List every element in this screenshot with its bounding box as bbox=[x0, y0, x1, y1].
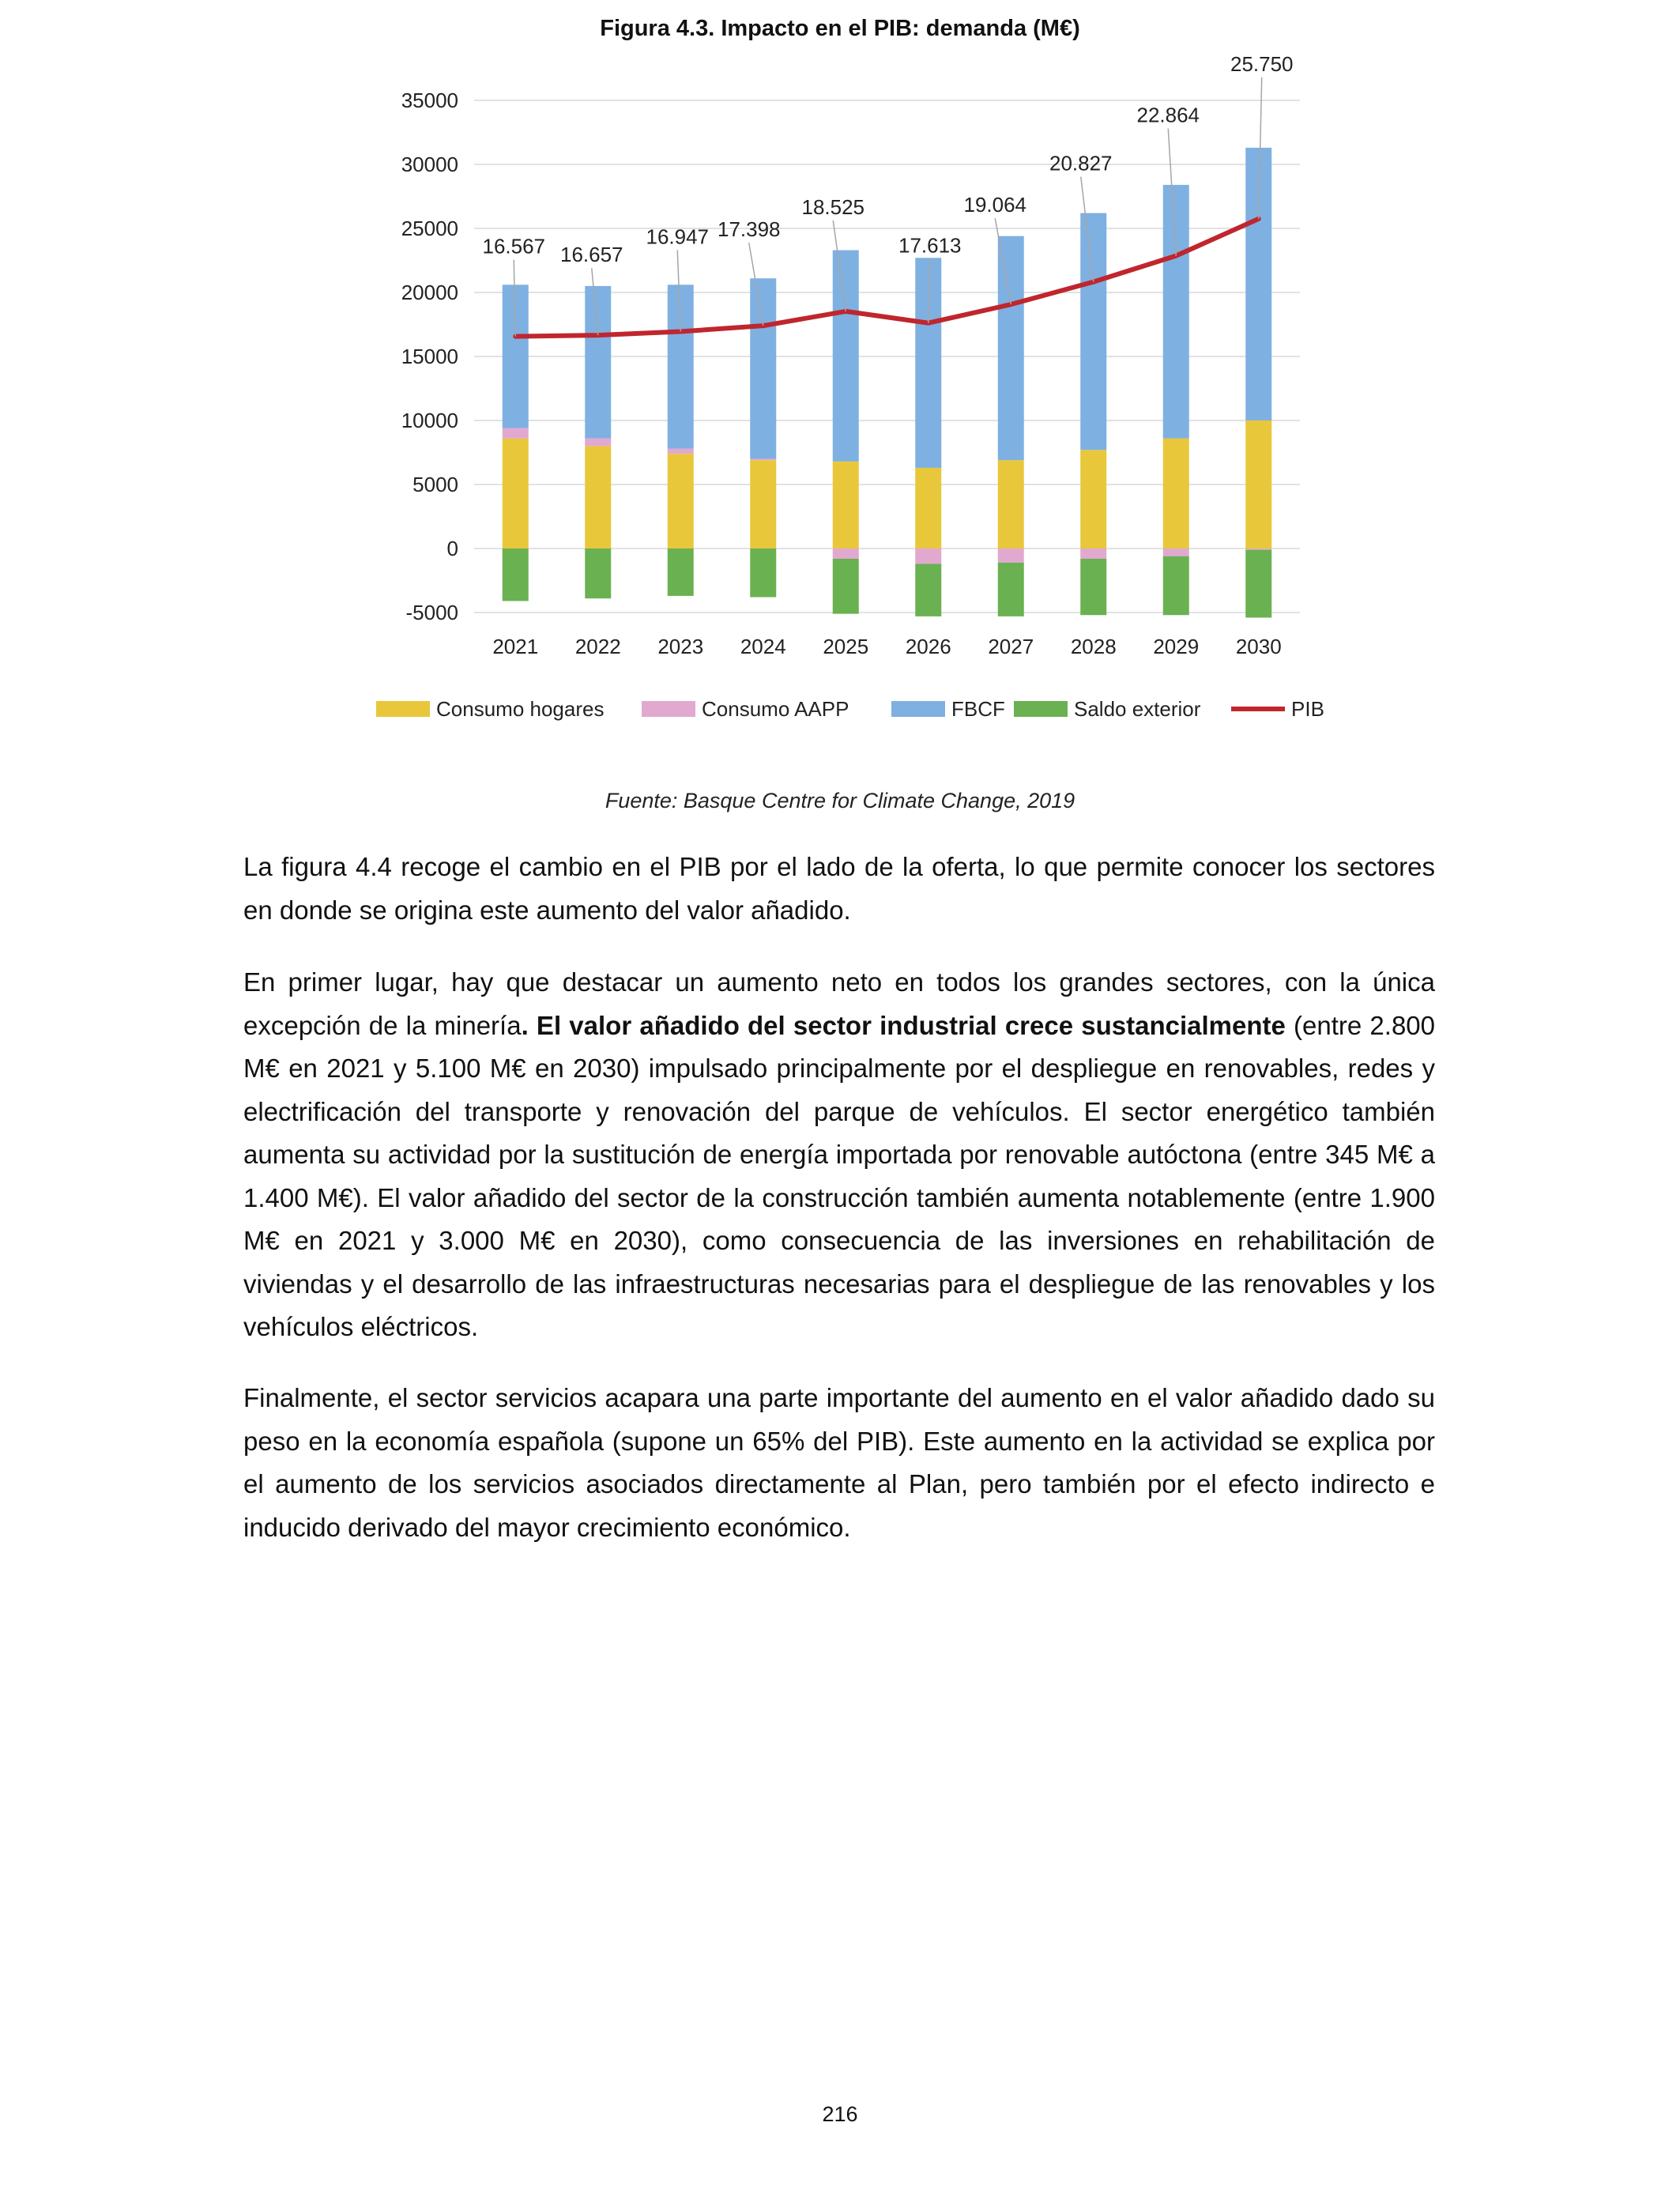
x-tick-label: 2021 bbox=[492, 635, 539, 658]
paragraph-2-part-b: (entre 2.800 M€ en 2021 y 5.100 M€ en 2030) impulsado principalmente por el despliegue en renovables, redes y electrificación del transporte y renovación del parque de vehículos. El sector energético también aumenta su actividad por la sustitución de energía importada por renovable autóctona (entre 345 M€ a 1.400 M€). El valor añadido del sector de la construcción también aumenta notablemente (entre 1.900 M€ en 2021 y 3.000 M€ en 2030), como consecuencia de las inversiones en rehabilitación de viviendas y el desarrollo de las infraestructuras necesarias para el despliegue de las renovables y los vehículos eléctricos. bbox=[243, 1010, 1436, 1341]
bar-saldo-exterior bbox=[750, 548, 776, 598]
bar-fbcf bbox=[1080, 213, 1106, 450]
x-tick-label: 2022 bbox=[574, 635, 621, 658]
bar-consumo-hogares bbox=[668, 454, 694, 548]
bar-saldo-exterior bbox=[998, 563, 1024, 616]
bar-consumo-aapp bbox=[668, 449, 694, 454]
y-tick-label: 5000 bbox=[412, 473, 458, 496]
paragraph-3: Finalmente, el sector servicios acapara una parte importante del aumento en el valor añadido dado su peso en la economía española (supone un 65% del PIB). Este aumento en la actividad se explica por el aumento de los servicios asociados directamente al Plan, pero también por el efecto indirecto e inducido derivado del mayor crecimiento económico. bbox=[243, 1383, 1435, 1542]
bar-consumo-hogares bbox=[998, 460, 1024, 548]
bar-consumo-aapp bbox=[585, 439, 611, 447]
data-label: 18.525 bbox=[801, 194, 865, 219]
paragraph-2-part-a: En primer lugar, hay que destacar un aumento neto en todos los grandes sectores, con la única excepción de la minería bbox=[243, 967, 1435, 1040]
x-tick-label: 2030 bbox=[1235, 635, 1282, 658]
bar-consumo-hogares bbox=[750, 460, 776, 548]
data-label: 17.613 bbox=[898, 233, 962, 258]
bar-fbcf bbox=[585, 286, 611, 439]
data-label: 20.827 bbox=[1049, 151, 1113, 175]
x-tick-label: 2024 bbox=[740, 635, 786, 658]
bar-fbcf bbox=[1245, 148, 1271, 420]
bar-saldo-exterior bbox=[585, 548, 611, 598]
y-tick-label: 35000 bbox=[401, 89, 458, 112]
x-tick-label: 2027 bbox=[988, 635, 1034, 658]
legend-swatch bbox=[891, 701, 945, 717]
x-tick-label: 2025 bbox=[823, 635, 869, 658]
bar-fbcf bbox=[915, 258, 941, 468]
figure-title: Figura 4.3. Impacto en el PIB: demanda (M€) bbox=[600, 16, 1080, 41]
bar-consumo-aapp bbox=[503, 428, 529, 439]
bar-consumo-hogares bbox=[1163, 439, 1189, 548]
demand-gdp-chart bbox=[348, 51, 1328, 755]
bar-fbcf bbox=[750, 278, 776, 458]
y-tick-label: 0 bbox=[446, 537, 458, 560]
bar-consumo-aapp bbox=[833, 548, 859, 559]
bar-saldo-exterior bbox=[833, 559, 859, 614]
legend-label: FBCF bbox=[951, 697, 1005, 721]
legend-swatch bbox=[1014, 701, 1068, 717]
data-label: 16.947 bbox=[646, 224, 710, 249]
y-tick-label: 30000 bbox=[401, 153, 458, 176]
bar-saldo-exterior bbox=[1080, 559, 1106, 615]
legend-label: Consumo hogares bbox=[436, 697, 605, 721]
bar-consumo-aapp bbox=[998, 548, 1024, 563]
y-tick-label: 15000 bbox=[401, 345, 458, 368]
x-tick-label: 2023 bbox=[657, 635, 704, 658]
paragraph-2-bold: . El valor añadido del sector industrial crece sustancialmente bbox=[521, 1010, 1286, 1040]
bar-consumo-hogares bbox=[915, 468, 941, 548]
bar-saldo-exterior bbox=[503, 548, 529, 601]
bar-fbcf bbox=[833, 251, 859, 462]
bar-fbcf bbox=[1163, 185, 1189, 439]
y-tick-label: 10000 bbox=[401, 409, 458, 432]
bar-consumo-hogares bbox=[585, 446, 611, 548]
x-tick-label: 2026 bbox=[905, 635, 951, 658]
y-tick-label: 25000 bbox=[401, 217, 458, 240]
bar-fbcf bbox=[503, 285, 529, 428]
legend-swatch bbox=[376, 701, 430, 717]
data-label: 16.657 bbox=[559, 243, 623, 267]
bar-saldo-exterior bbox=[1245, 550, 1271, 618]
bar-saldo-exterior bbox=[1163, 556, 1189, 616]
x-tick-label: 2028 bbox=[1070, 635, 1117, 658]
pib-line bbox=[515, 219, 1259, 337]
data-label: 16.567 bbox=[482, 234, 546, 258]
bar-saldo-exterior bbox=[668, 548, 694, 596]
x-tick-label: 2029 bbox=[1153, 635, 1200, 658]
legend-label: Consumo AAPP bbox=[702, 697, 849, 721]
legend-swatch bbox=[642, 701, 695, 717]
bar-consumo-aapp bbox=[915, 548, 941, 564]
paragraph-2 bbox=[243, 961, 1435, 1349]
paragraph-1: La figura 4.4 recoge el cambio en el PIB por el lado de la oferta, lo que permite conocer los sectores en donde se origina este aumento del valor añadido. bbox=[243, 852, 1435, 925]
bar-consumo-hogares bbox=[833, 462, 859, 548]
bar-consumo-aapp bbox=[1080, 548, 1106, 559]
data-label: 19.064 bbox=[963, 193, 1027, 217]
bar-saldo-exterior bbox=[915, 564, 941, 616]
bar-fbcf bbox=[668, 285, 694, 448]
y-tick-label: 20000 bbox=[401, 281, 458, 304]
bar-consumo-aapp bbox=[1245, 548, 1271, 550]
bar-fbcf bbox=[998, 236, 1024, 460]
page-number: 216 bbox=[822, 2102, 858, 2126]
legend-label: Saldo exterior bbox=[1074, 697, 1201, 721]
figure-source: Fuente: Basque Centre for Climate Change, 2019 bbox=[605, 789, 1075, 812]
data-label: 22.864 bbox=[1136, 103, 1200, 127]
bar-consumo-aapp bbox=[1163, 548, 1189, 556]
legend-label: PIB bbox=[1291, 697, 1324, 721]
bar-consumo-hogares bbox=[1080, 450, 1106, 548]
y-tick-label: -5000 bbox=[405, 601, 458, 624]
bar-consumo-hogares bbox=[503, 439, 529, 548]
data-label: 17.398 bbox=[717, 217, 781, 242]
data-label: 25.750 bbox=[1230, 51, 1294, 76]
bar-consumo-aapp bbox=[750, 459, 776, 461]
bar-consumo-hogares bbox=[1245, 420, 1271, 548]
